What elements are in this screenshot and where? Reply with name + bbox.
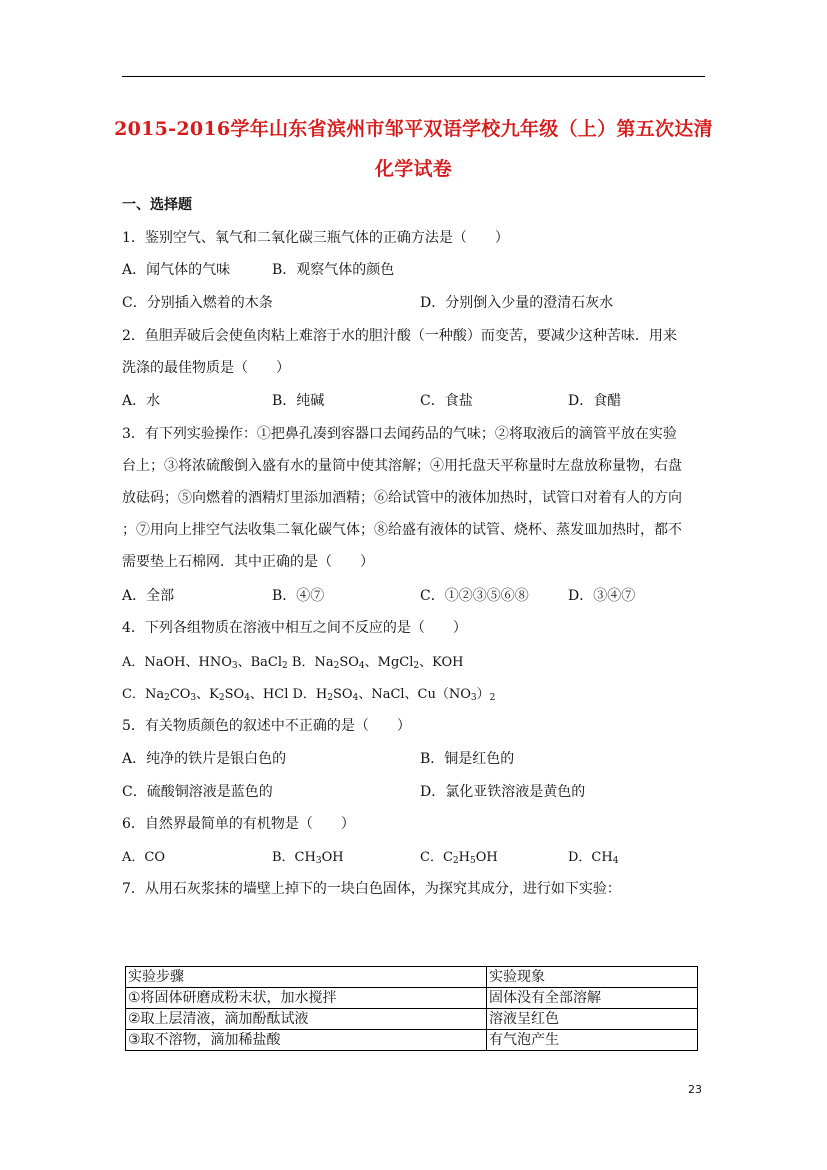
question-6-option-d [568,846,618,866]
question-2-stem-line2: 洗涤的最佳物质是（ ） [122,360,290,376]
q4-b-text: 、KOH [419,655,464,670]
experiment-table [125,966,698,1051]
q4-b-text: SO [339,655,359,670]
q6-d-sub: 4 [612,856,619,866]
q4-c-text: C．Na [122,687,165,702]
q6-b-text: OH [321,850,344,865]
q4-a-sub: 3 [231,661,238,671]
q4-d-text: SO [333,687,353,702]
q6-c-text: H [458,850,470,865]
question-2-option-d: D．食醋 [568,393,622,409]
q4-d-sub: 2 [327,693,334,703]
page-number: 23 [688,1083,702,1096]
table-cell-step: ③取不溶物，滴加稀盐酸 [126,1030,487,1051]
q4-c-sub: 3 [190,693,197,703]
question-1-option-d: D．分别倒入少量的澄清石灰水 [420,295,614,311]
question-3-option-d: D．③④⑦ [568,588,636,604]
q6-c-sub: 5 [469,856,476,866]
table-cell-result: 有气泡产生 [487,1030,698,1051]
q6-b-sub: 3 [315,856,322,866]
question-1-stem: 1．鉴别空气、氧气和二氧化碳三瓶气体的正确方法是（ ） [122,230,509,246]
section-heading: 一、选择题 [122,197,192,213]
question-5-option-c: C．硫酸铜溶液是蓝色的 [122,784,273,800]
question-7-stem: 7．从用石灰浆抹的墙壁上掉下的一块白色固体，为探究其成分，进行如下实验： [122,881,621,897]
question-3-option-a: A．全部 [122,588,175,604]
question-2-option-a: A．水 [122,393,161,409]
question-5-option-a: A．纯净的铁片是银白色的 [122,751,287,767]
question-3-stem-line2: 台上；③将浓硫酸倒入盛有水的量筒中使其溶解；④用托盘天平称量时左盘放称量物，右盘 [122,458,682,474]
q4-d-text: 、NaCl、Cu（NO [358,687,471,702]
question-6-option-a: A．CO [122,850,165,865]
q4-b-sub: 4 [358,661,365,671]
header-rule [122,76,705,77]
question-1-option-a: A．闻气体的气味 [122,262,231,278]
q4-d-sub: 2 [489,693,496,703]
question-3-stem-line3: 放砝码；⑤向燃着的酒精灯里添加酒精；⑥给试管中的液体加热时，试管口对着有人的方向 [122,490,682,506]
table-row [126,1030,698,1051]
question-1-option-b: B．观察气体的颜色 [272,262,395,278]
page-title-line1: 2015-2016学年山东省滨州市邹平双语学校九年级（上）第五次达清 [114,118,713,140]
q4-a-text: A．NaOH、HNO [122,655,232,670]
table-cell-step: ②取上层清液，滴加酚酞试液 [126,1009,487,1030]
question-4-stem: 4．下列各组物质在溶液中相互之间不反应的是（ ） [122,620,467,636]
question-5-option-d: D．氯化亚铁溶液是黄色的 [420,784,586,800]
q4-d-text: D．H [288,687,328,702]
q4-d-sub: 4 [352,693,359,703]
question-3-stem-line5: 需要垫上石棉网．其中正确的是（ ） [122,554,374,570]
q6-c-text: C．C [420,850,453,865]
q6-d-text: D．CH [568,850,613,865]
table-header-row [126,967,698,988]
table-cell-result: 固体没有全部溶解 [487,988,698,1009]
q4-a-sub: 2 [282,661,288,671]
q4-c-sub: 2 [164,693,170,703]
q4-b-sub: 2 [413,661,420,671]
question-6-option-b [272,846,344,866]
q4-d-text: ） [476,687,490,702]
q4-b-text: 、MgCl [364,655,414,670]
question-4-options-cd [122,683,495,703]
question-6-stem: 6．自然界最简单的有机物是（ ） [122,816,355,832]
question-3-stem-line4: ；⑦用向上排空气法收集二氧化碳气体；⑧给盛有液体的试管、烧杯、蒸发皿加热时，都不 [122,522,682,538]
q4-c-sub: 4 [244,693,250,703]
question-2-option-c: C．食盐 [420,393,473,409]
question-5-option-b: B．铜是红色的 [420,751,515,767]
q4-b-sub: 2 [333,661,340,671]
q4-c-text: SO [224,687,245,702]
table-cell-result: 溶液呈红色 [487,1009,698,1030]
question-2-option-b: B．纯碱 [272,393,325,409]
table-header-results: 实验现象 [487,967,698,988]
question-6-option-c [420,846,498,866]
q4-d-sub: 3 [470,693,477,703]
q4-a-text: 、BaCl [237,655,283,670]
question-2-stem-line1: 2．鱼胆弄破后会使鱼肉粘上难溶于水的胆汁酸（一种酸）而变苦，要减少这种苦味．用来 [122,328,677,344]
q4-c-sub: 2 [218,693,225,703]
q6-b-text: B．CH [272,850,316,865]
q4-b-text: B．Na [287,655,334,670]
table-cell-step: ①将固体研磨成粉末状，加水搅拌 [126,988,487,1009]
q4-c-text: 、K [196,687,219,702]
q6-c-sub: 2 [452,856,459,866]
q4-c-text: CO [169,687,191,702]
question-1-option-c: C．分别插入燃着的木条 [122,295,273,311]
page-title-line2: 化学试卷 [374,158,453,180]
table-header-steps: 实验步骤 [126,967,487,988]
question-3-option-b: B．④⑦ [272,588,325,604]
question-5-stem: 5．有关物质颜色的叙述中不正确的是（ ） [122,718,411,734]
table-row [126,1009,698,1030]
question-4-options-ab [122,651,463,671]
question-3-option-c: C．①②③⑤⑥⑧ [420,588,529,604]
q4-c-text: 、HCl [249,687,289,702]
q6-c-text: OH [475,850,498,865]
question-3-stem-line1: 3．有下列实验操作：①把鼻孔凑到容器口去闻药品的气味；②将取液后的滴管平放在实验 [122,426,677,442]
table-row [126,988,698,1009]
